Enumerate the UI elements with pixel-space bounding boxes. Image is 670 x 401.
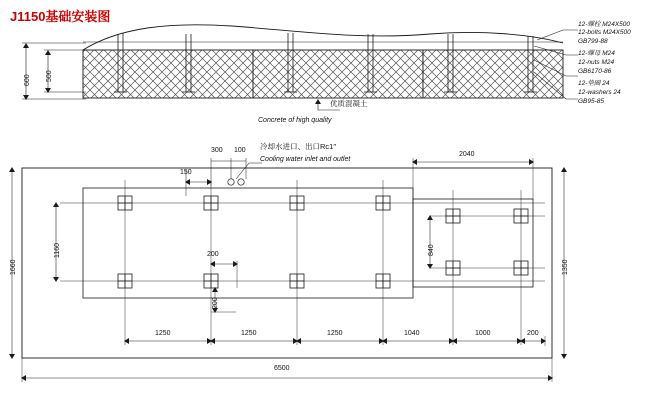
dim-bottom-1250-c: 1250 (327, 330, 343, 337)
parts-line-6: GB6170-86 (578, 68, 612, 75)
dim-right-1350: 1350 (562, 259, 569, 275)
parts-line-4: 12-蜾母 M24 (578, 50, 615, 57)
dim-section-500: 500 (46, 70, 53, 82)
dim-bottom-200: 200 (527, 330, 539, 337)
note-concrete-en: Concrete of high quality (258, 117, 332, 124)
dim-right-840: 840 (428, 244, 435, 256)
dim-inner-150: 150 (180, 169, 192, 176)
dim-inner-200-h: 200 (207, 251, 219, 258)
dim-bottom-1000: 1000 (475, 330, 491, 337)
note-concrete-cn: 优质混凝土 (330, 99, 368, 108)
dim-bottom-1040: 1040 (404, 330, 420, 337)
note-cooling-en: Cooling water inlet and outlet (260, 156, 351, 163)
note-cooling-cn: 冷却水进口、出口Rc1″ (260, 142, 336, 151)
dim-inner-200-v: 200 (212, 297, 219, 309)
parts-line-8: 12-washers 24 (578, 89, 621, 96)
dim-left-1160: 1160 (54, 242, 61, 258)
parts-line-2: 12-bolts M24X500 (578, 29, 631, 36)
dim-top-2040: 2040 (459, 151, 475, 158)
dim-bottom-1250-b: 1250 (241, 330, 257, 337)
parts-line-9: GB95-85 (578, 98, 605, 105)
parts-line-1: 12-蜾栓 M24X500 (578, 21, 631, 28)
dim-left-1660: 1660 (10, 259, 17, 275)
dim-top-300: 300 (211, 147, 223, 154)
parts-line-5: 12-nuts M24 (578, 59, 615, 66)
page-title: J1150基础安装图 (10, 9, 111, 24)
dim-section-600: 600 (24, 74, 31, 86)
dim-bottom-1250-a: 1250 (155, 330, 171, 337)
dim-top-100: 100 (234, 147, 246, 154)
parts-line-3: GB799-88 (578, 38, 608, 45)
dim-overall-6500: 6500 (274, 365, 290, 372)
parts-line-7: 12-垫圈 24 (578, 80, 610, 87)
